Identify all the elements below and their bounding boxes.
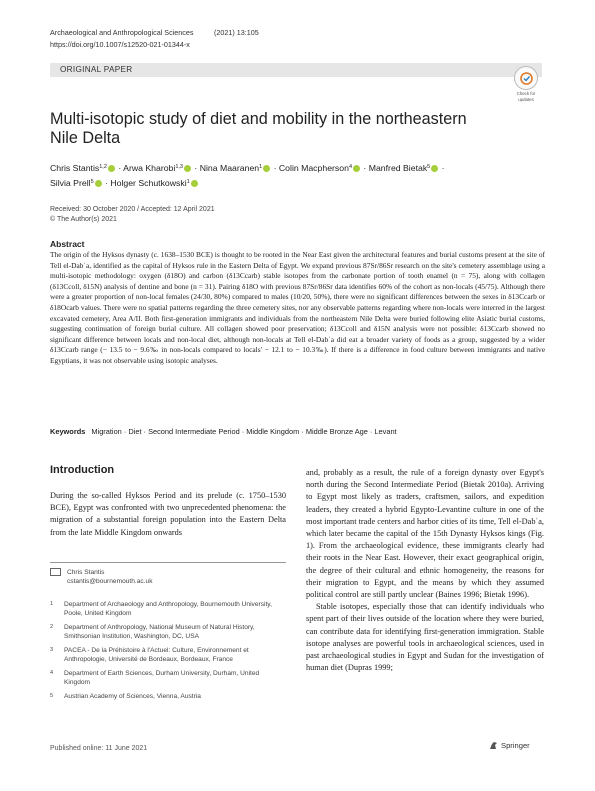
- orcid-icon[interactable]: [95, 180, 102, 187]
- author-affiliation-number: 5: [90, 179, 94, 185]
- divider: [50, 562, 286, 563]
- affiliation-number: 1: [50, 601, 54, 607]
- publisher-name: Springer: [501, 741, 530, 750]
- orcid-icon[interactable]: [263, 165, 270, 172]
- check-for-updates-button[interactable]: [512, 66, 540, 102]
- journal-name: [50, 28, 259, 37]
- abstract-heading: Abstract: [50, 239, 85, 249]
- author-affiliation-number: 1: [186, 179, 190, 185]
- received-accepted-dates: Received: 30 October 2020 / Accepted: 12 April 2021: [50, 206, 215, 213]
- envelope-icon: [50, 568, 61, 576]
- author-line-2: Silvia Prell$^5$ · Holger Schutkowski$^1$: [50, 175, 545, 190]
- publisher-logo[interactable]: [489, 741, 530, 750]
- orcid-icon[interactable]: [353, 165, 360, 172]
- author-line-1: Chris Stantis$^{1,2}$ · Arwa Kharobi$^{1,3}$ · Nina Maaranen$^1$ · Colin Macpherson$^4$ · Manfred Bietak$^5$ ·: [50, 163, 445, 173]
- author-affiliation-number: 4: [348, 164, 352, 170]
- author-affiliation-number: 5: [427, 164, 431, 170]
- intro-column-2: [306, 467, 544, 674]
- author-name[interactable]: Manfred Bietak: [368, 163, 428, 173]
- affiliation-number: 4: [50, 670, 54, 676]
- check-updates-text-2: updates: [518, 97, 534, 102]
- published-date: Published online: 11 June 2021: [50, 745, 148, 752]
- intro-paragraph-1: and, probably as a result, the rule of a foreign dynasty over Egypt's north during the Second Intermediate Period (Bietak 2010a). Arriving to Egypt most likely as traders, craftsmen, sailors, and expedition leaders, they created a hybrid Egypto-Levantine culture in one of the most important trade centers and harbor cities of its time, Tell el-Dabʿa, which later became the capital of the 15th Dynasty Hyksos kings (Fig. 1). From the archaeological evidence, these immigrants clearly had their roots in the Near East. However, their exact geographical origin, the degree of their cultural and ethnic homogeneity, the reasons for their migration to Egypt, and the means by which they assumed political control are still partly unclear (Baines 1996; Bietak 1996).: [306, 468, 544, 600]
- author-affiliation-number: 1,2: [99, 164, 107, 170]
- author-affiliation-number: 1,3: [175, 164, 183, 170]
- orcid-icon[interactable]: [108, 165, 115, 172]
- affiliation-item: [50, 646, 286, 664]
- doi-link[interactable]: https://doi.org/10.1007/s12520-021-01344-x: [50, 40, 190, 49]
- author-name[interactable]: Arwa Kharobi: [123, 163, 176, 173]
- author-list: [50, 160, 545, 190]
- article-type-label: ORIGINAL PAPER: [60, 65, 133, 74]
- introduction-heading: Introduction: [50, 464, 115, 476]
- affiliation-text: Department of Archaeology and Anthropology, Bournemouth University, Poole, United Kingdom: [64, 601, 272, 617]
- author-name[interactable]: Silvia Prell: [50, 178, 91, 188]
- affiliation-item: [50, 669, 286, 687]
- springer-horse-icon: [489, 741, 498, 750]
- affiliation-text: PACEA - De la Préhistoire à l'Actuel: Culture, Environnement et Anthropologie, Université de Bordeaux, Bordeaux, France: [64, 647, 249, 663]
- copyright-line: © The Author(s) 2021: [50, 216, 117, 223]
- affiliation-number: 3: [50, 647, 54, 653]
- intro-paragraph-2: Stable isotopes, especially those that can identify individuals who spent part of their lives outside of the location where they were buried, can contribute data for identifying first-generation immigration. Stable isotope analyses are powerful tools in archaeological sciences, used in past archaeological studies in Egypt and Sudan for the investigation of human diet (Dupras 1999;: [306, 602, 544, 673]
- author-name[interactable]: Holger Schutkowski: [110, 178, 187, 188]
- author-name[interactable]: Chris Stantis: [50, 163, 100, 173]
- orcid-icon[interactable]: [184, 165, 191, 172]
- affiliation-text: Department of Earth Sciences, Durham University, Durham, United Kingdom: [64, 670, 260, 686]
- affiliation-text: Department of Anthropology, National Museum of Natural History, Smithsonian Institution, Washington, DC, USA: [64, 624, 255, 640]
- contact-name: Chris Stantis: [67, 569, 105, 576]
- author-affiliation-number: 1: [259, 164, 263, 170]
- check-updates-icon: [514, 66, 538, 90]
- contact-email[interactable]: cstantis@bournemouth.ac.uk: [67, 578, 153, 585]
- keywords: [50, 427, 545, 436]
- journal-title: Archaeological and Anthropological Sciences: [50, 28, 194, 37]
- paper-title: Multi-isotopic study of diet and mobility in the northeastern Nile Delta: [50, 110, 467, 147]
- dates-block: [50, 205, 215, 225]
- affiliation-text: Austrian Academy of Sciences, Vienna, Austria: [64, 693, 201, 700]
- check-updates-text: Check for: [516, 91, 536, 96]
- keywords-list: Migration · Diet · Second Intermediate Period · Middle Kingdom · Middle Bronze Age · Levant: [91, 427, 397, 436]
- article-type-badge: [50, 63, 542, 77]
- corresponding-author: [50, 562, 286, 586]
- affiliation-number: 5: [50, 693, 54, 699]
- affiliations: [50, 600, 286, 706]
- keywords-label: Keywords: [50, 427, 86, 436]
- orcid-icon[interactable]: [431, 165, 438, 172]
- affiliation-item: [50, 623, 286, 641]
- affiliation-item: [50, 600, 286, 618]
- affiliation-number: 2: [50, 624, 54, 630]
- intro-column-1: During the so-called Hyksos Period and its prelude (c. 1750–1530 BCE), Egypt was confronted with two unprecedented phenomena: the migration of a substantial foreign population into the Eastern Delta from the late Middle Kingdom onwards: [50, 491, 286, 537]
- orcid-icon[interactable]: [191, 180, 198, 187]
- author-name[interactable]: Nina Maaranen: [199, 163, 260, 173]
- affiliation-item: [50, 692, 286, 701]
- author-name[interactable]: Colin Macpherson: [278, 163, 349, 173]
- abstract-text: The origin of the Hyksos dynasty (c. 1638–1530 BCE) is thought to be rooted in the Near East given the architectural features and burial customs present at the site of Tell el-Dabʿa, identified as the capital of Hyksos rule in the Eastern Delta of Egypt. We expand previous 87Sr/86Sr research on the site's cemetery assemblage using a multi-isotopic methodology: oxygen (δ18O) and carbon (δ13Ccarb) stable isotopes from the carbonate portion of tooth enamel (n = 75), along with collagen (δ13Ccoll, δ15N) analysis of dentine and bone (n = 31). Pairing δ18O with previous 87Sr/86Sr data identifies 60% of the cohort as non-locals (45/75). Although there were a greater proportion of non-local females (24/30, 80%) compared to males (10/20, 50%), there were no significant differences between the sexes in δ13Ccarb or δ18Ocarb values. There were no spatial patterns regarding the three cemetery sites, nor any observable patterns regarding where non-locals were interred in the largest excavated cemetery, Area A/II. Both first-generation immigrants and individuals from the northeastern Nile Delta were buried following elite Asiatic burial customs, suggesting continuation of foreign burial culture. All collagen showed poor preservation; δ13Ccoll and δ15N analysis were not possible: δ13Ccarb showed no significant difference between locals and non-local diet, although non-locals at Tell el-Dabʿa did eat a broader variety of foods as a group, suggested by a wider δ13Ccarb range (− 13.5 to − 9.6‰ in non-locals compared to locals' − 12.1 to − 10.3‰). If there is a difference in food culture between immigrants and native Egyptians, it was not observable using isotopic analyses.: [50, 250, 545, 365]
- year-volume: (2021) 13:105: [214, 28, 259, 37]
